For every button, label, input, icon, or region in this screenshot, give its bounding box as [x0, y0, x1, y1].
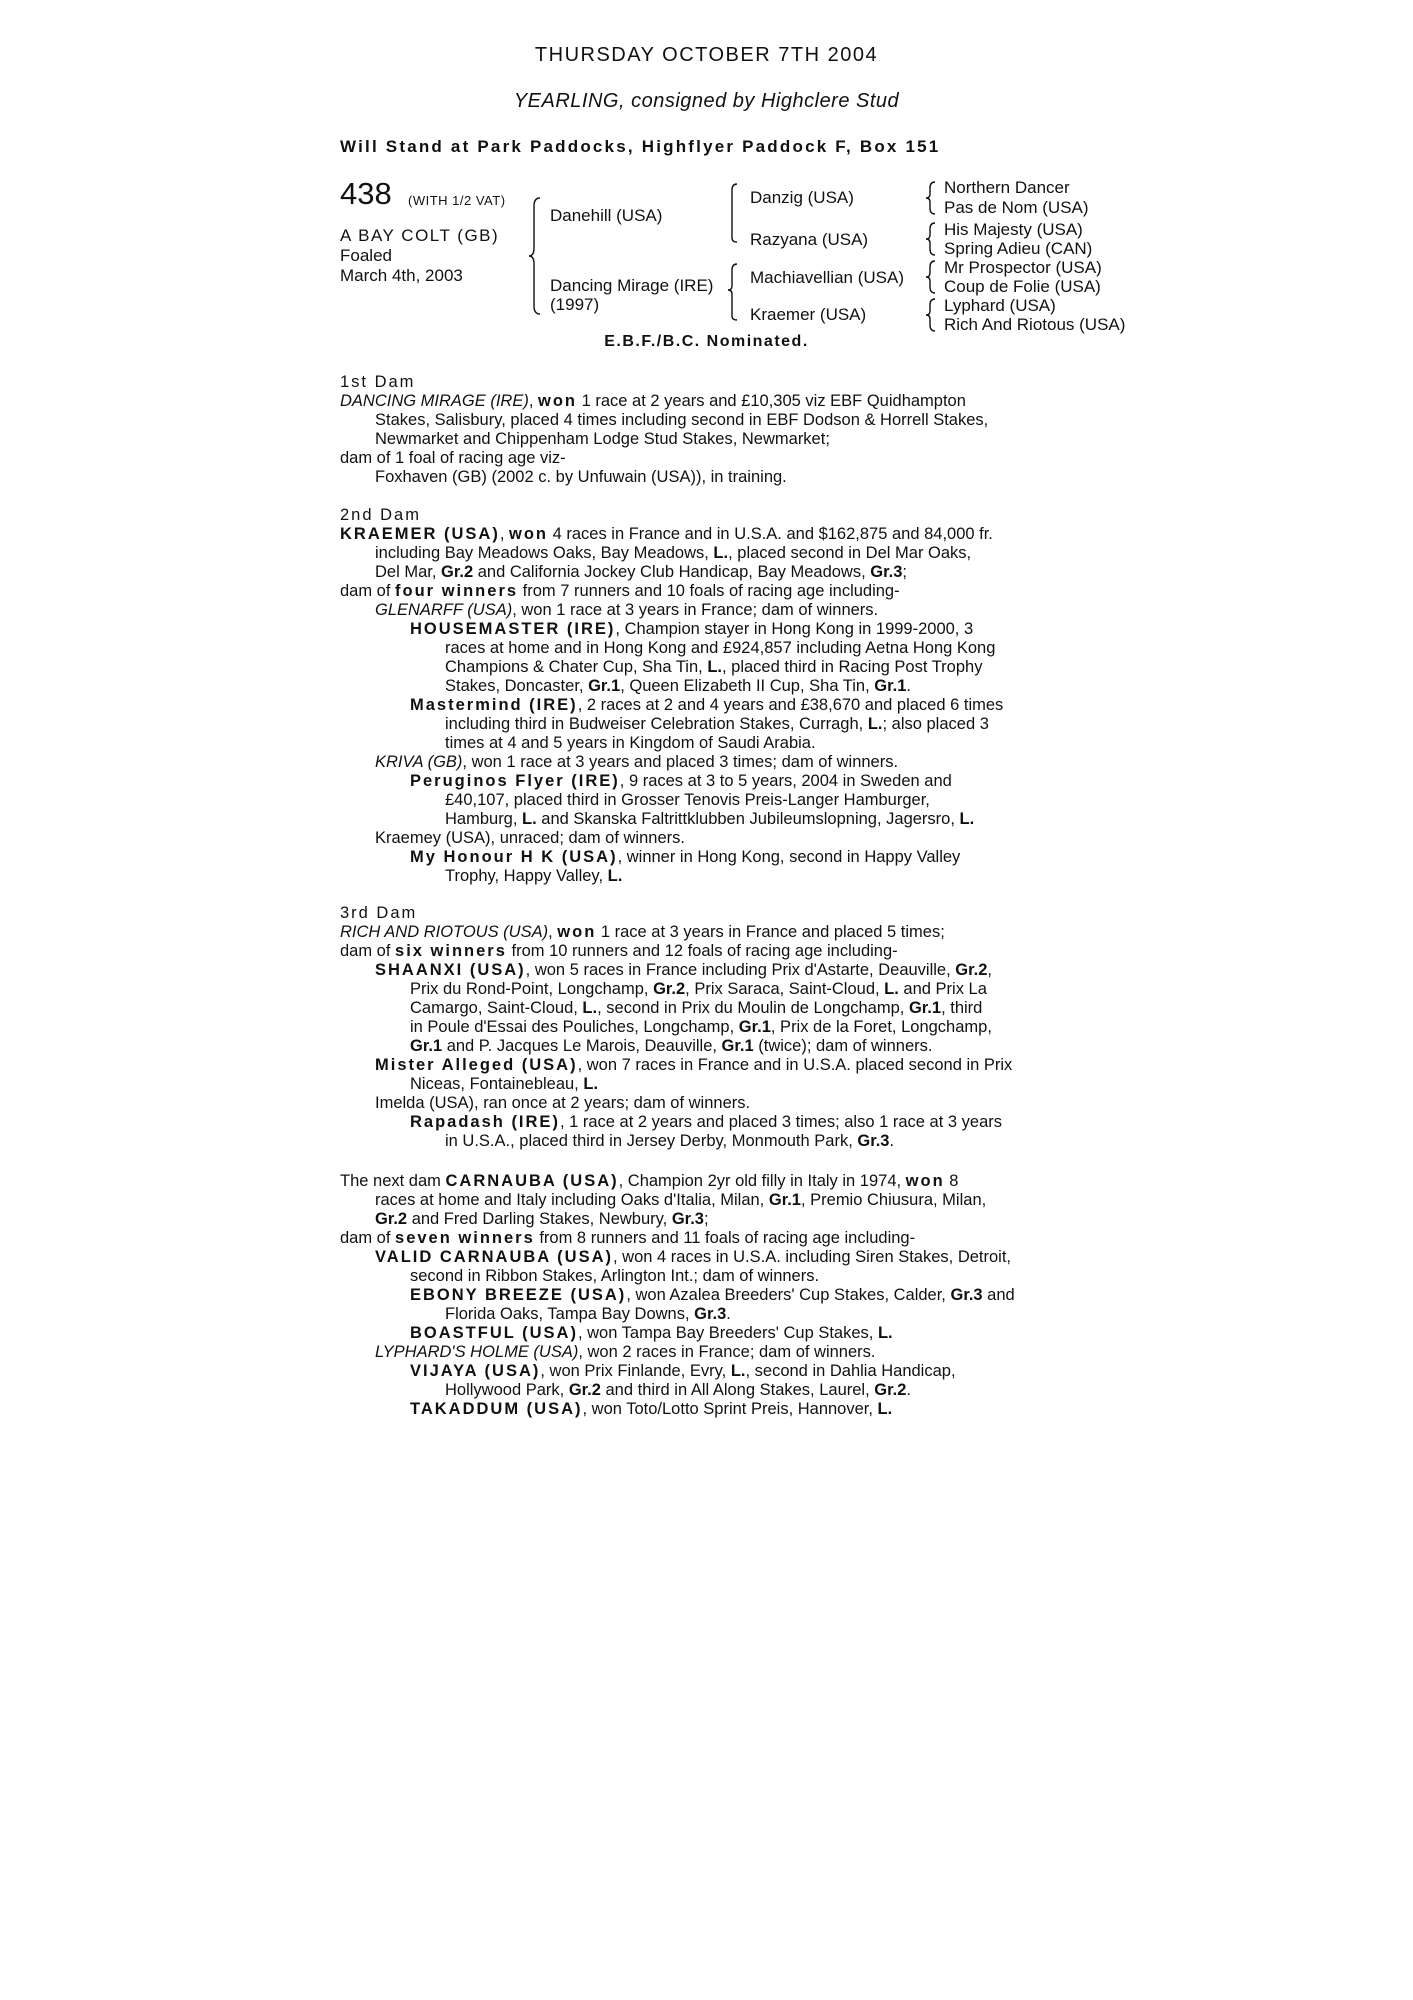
pedigree-brace-main — [528, 196, 544, 316]
pedigree-brace-g4 — [925, 297, 939, 333]
pedigree-dam-sire: Machiavellian (USA) — [750, 268, 904, 287]
pedigree-gg-3: His Majesty (USA) — [944, 220, 1083, 239]
kraemey-line: Kraemey (USA), unraced; dam of winners. — [375, 829, 685, 847]
third-dam-heading: 3rd Dam — [340, 904, 418, 922]
pedigree-brace-sire — [727, 182, 741, 244]
vat-note: (WITH 1/2 VAT) — [408, 193, 506, 208]
mister-alleged-name: Mister Alleged (USA) — [375, 1056, 578, 1074]
rapadash-name: Rapadash (IRE) — [410, 1113, 560, 1131]
pedigree-brace-g1 — [925, 180, 939, 216]
pedigree-dam: Dancing Mirage (IRE) — [550, 276, 714, 295]
second-dam-heading: 2nd Dam — [340, 506, 421, 524]
second-dam-name: KRAEMER (USA) — [340, 525, 500, 543]
pedigree-gg-7: Lyphard (USA) — [944, 296, 1056, 315]
pedigree-gg-6: Coup de Folie (USA) — [944, 277, 1101, 296]
nomination-note: E.B.F./B.C. Nominated. — [604, 333, 809, 350]
valid-carnauba-name: VALID CARNAUBA (USA) — [375, 1248, 613, 1266]
lot-description: A BAY COLT (GB) — [340, 226, 500, 245]
first-dam-foal: Foxhaven (GB) (2002 c. by Unfuwain (USA)), in training. — [375, 468, 787, 486]
boastful-name: BOASTFUL (USA) — [410, 1324, 578, 1342]
glenarff-name: GLENARFF (USA) — [375, 601, 513, 619]
first-dam-name: DANCING MIRAGE (IRE) — [340, 392, 529, 410]
foaled-label: Foaled — [340, 246, 392, 265]
pedigree-sire-sire: Danzig (USA) — [750, 188, 854, 207]
pedigree-brace-g2 — [925, 221, 939, 257]
ebony-breeze-name: EBONY BREEZE (USA) — [410, 1286, 627, 1304]
pedigree-dam-dam: Kraemer (USA) — [750, 305, 867, 324]
stand-location: Will Stand at Park Paddocks, Highflyer Paddock F, Box 151 — [340, 137, 941, 156]
my-honour-name: My Honour H K (USA) — [410, 848, 618, 866]
pedigree-dam-year: (1997) — [550, 295, 600, 314]
pedigree-sire: Danehill (USA) — [550, 206, 663, 225]
consignor-line: YEARLING, consigned by Highclere Stud — [513, 90, 900, 112]
first-dam-heading: 1st Dam — [340, 373, 416, 391]
pedigree-gg-4: Spring Adieu (CAN) — [944, 239, 1093, 258]
lyphards-holme-name: LYPHARD'S HOLME (USA) — [375, 1343, 579, 1361]
pedigree-brace-g3 — [925, 259, 939, 295]
mastermind-name: Mastermind (IRE) — [410, 696, 578, 714]
pedigree-gg-2: Pas de Nom (USA) — [944, 198, 1089, 217]
third-dam-name: RICH AND RIOTOUS (USA) — [340, 923, 549, 941]
pedigree-gg-8: Rich And Riotous (USA) — [944, 315, 1126, 334]
takaddum-name: TAKADDUM (USA) — [410, 1400, 583, 1418]
imelda-line: Imelda (USA), ran once at 2 years; dam of winners. — [375, 1094, 751, 1112]
pedigree-sire-dam: Razyana (USA) — [750, 230, 869, 249]
carnauba-name: CARNAUBA (USA) — [445, 1172, 619, 1190]
foaled-date: March 4th, 2003 — [340, 266, 463, 285]
sale-date: THURSDAY OCTOBER 7TH 2004 — [534, 44, 879, 66]
shaanxi-name: SHAANXI (USA) — [375, 961, 526, 979]
housemaster-name: HOUSEMASTER (IRE) — [410, 620, 616, 638]
first-dam-section: 1st Dam DANCING MIRAGE (IRE), won 1 race at 2 years and £10,305 viz EBF Quidhampton Stakes, Salisbury, placed 4 times including second in EBF Dodson & Horrell Stakes, Newmarket and Chippenham Lodge Stud Stakes, Newmarket; dam of 1 foal of racing age viz- Foxhaven (GB) (2002 c. by Unfuwain (USA)), in training. — [340, 373, 1075, 487]
peruginos-name: Peruginos Flyer (IRE) — [410, 772, 620, 790]
pedigree-brace-dam — [727, 262, 741, 322]
second-dam-section: 2nd Dam KRAEMER (USA), won 4 races in France and in U.S.A. and $162,875 and 84,000 fr. including Bay Meadows Oaks, Bay Meadows, L., placed second in Del Mar Oaks, Del Mar, Gr.2 and California Jockey Club Handicap, Bay Meadows, Gr.3; dam of four winners from 7 runners and 10 foals of racing age including- GLENARFF (USA), won 1 race at 3 years in France; dam of winners. HOUSEMASTER (IRE), Champion stayer in Hong Kong in 1999-2000, 3 races at home and in Hong Kong and £924,857 including Aetna Hong Kong Champions & Chater Cup, Sha Tin, L., placed third in Racing Post Trophy Stakes, Doncaster, Gr.1, Queen Elizabeth II Cup, Sha Tin, Gr.1. Mastermind (IRE), 2 races at 2 and 4 years and £38,670 and placed 6 times including third in Budweiser Celebration Stakes, Curragh, L.; also placed 3 times at 4 and 5 years in Kingdom of Saudi Arabia. KRIVA (GB), won 1 race at 3 years and placed 3 times; dam of winners. Peruginos Flyer (IRE), 9 races at 3 to 5 years, 2004 in Sweden and £40,107, placed third in Grosser Tenovis Preis-Langer Hamburger, Hamburg, L. and Skanska Faltrittklubben Jubileumslopning, Jagersro, L. Kraemey (USA), unraced; dam of winners. My Honour H K (USA), winner in Hong Kong, second in Happy Valley Trophy, Happy Valley, L. — [340, 506, 1075, 886]
next-dam-section: The next dam CARNAUBA (USA), Champion 2yr old filly in Italy in 1974, won 8 races at home and Italy including Oaks d'Italia, Milan, Gr.1, Premio Chiusura, Milan, Gr.2 and Fred Darling Stakes, Newbury, Gr.3; dam of seven winners from 8 runners and 11 foals of racing age including- VALID CARNAUBA (USA), won 4 races in U.S.A. including Siren Stakes, Detroit, second in Ribbon Stakes, Arlington Int.; dam of winners. EBONY BREEZE (USA), won Azalea Breeders' Cup Stakes, Calder, Gr.3 and Florida Oaks, Tampa Bay Downs, Gr.3. BOASTFUL (USA), won Tampa Bay Breeders' Cup Stakes, L. LYPHARD'S HOLME (USA), won 2 races in France; dam of winners. VIJAYA (USA), won Prix Finlande, Evry, L., second in Dahlia Handicap, Hollywood Park, Gr.2 and third in All Along Stakes, Laurel, Gr.2. TAKADDUM (USA), won Toto/Lotto Sprint Preis, Hannover, L. — [340, 1172, 1015, 1418]
third-dam-section: 3rd Dam RICH AND RIOTOUS (USA), won 1 race at 3 years in France and placed 5 times; dam of six winners from 10 runners and 12 foals of racing age including- SHAANXI (USA), won 5 races in France including Prix d'Astarte, Deauville, Gr.2, Prix du Rond-Point, Longchamp, Gr.2, Prix Saraca, Saint-Cloud, L. and Prix La Camargo, Saint-Cloud, L., second in Prix du Moulin de Longchamp, Gr.1, third in Poule d'Essai des Pouliches, Longchamp, Gr.1, Prix de la Foret, Longchamp, Gr.1 and P. Jacques Le Marois, Deauville, Gr.1 (twice); dam of winners. Mister Alleged (USA), won 7 races in France and in U.S.A. placed second in Prix Niceas, Fontainebleau, L. Imelda (USA), ran once at 2 years; dam of winners. Rapadash (IRE), 1 race at 2 years and placed 3 times; also 1 race at 3 years in U.S.A., placed third in Jersey Derby, Monmouth Park, Gr.3. — [340, 904, 1075, 1151]
pedigree-gg-5: Mr Prospector (USA) — [944, 258, 1102, 277]
lot-number: 438 — [340, 176, 392, 211]
vijaya-name: VIJAYA (USA) — [410, 1362, 541, 1380]
pedigree-gg-1: Northern Dancer — [944, 178, 1070, 197]
kriva-name: KRIVA (GB) — [375, 753, 463, 771]
